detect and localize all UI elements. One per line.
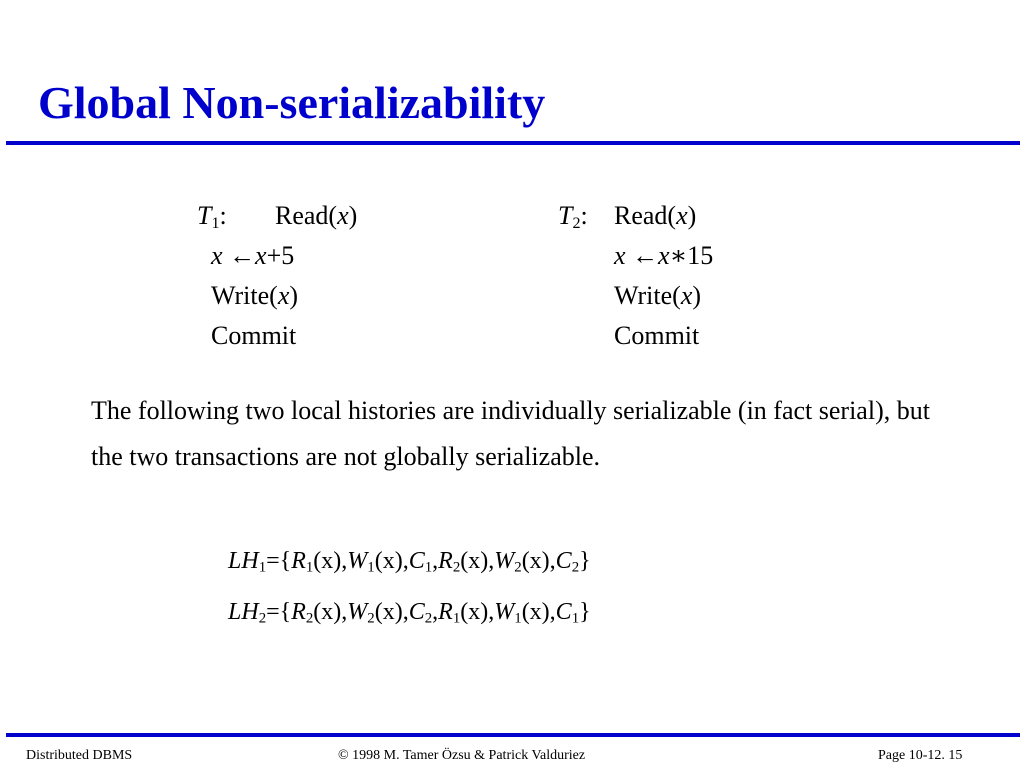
tx-line: [197, 236, 457, 276]
tx-line: [558, 236, 798, 276]
tx-line: [558, 316, 798, 356]
transaction-t2: [558, 196, 798, 356]
transaction-label: $T_1$:: [197, 201, 227, 233]
explanation-paragraph: The following two local histories are individually serializable (in fact serial), but the two transactions are not globally serializable.: [91, 396, 930, 471]
tx-line: [197, 196, 457, 236]
operation-assign: x ←x∗15: [614, 241, 714, 270]
title-rule: [6, 141, 1020, 145]
local-history-1: $LH_1=\{R_1(x),W_1(x),C_1,R_2(x),W_2(x),C_2\}$: [228, 548, 591, 576]
operation-read: Read(x): [614, 201, 697, 230]
footer-page-number: Page 10-12. 15: [878, 748, 963, 763]
transaction-t1: [197, 196, 457, 356]
local-history-2: $LH_2=\{R_2(x),W_2(x),C_2,R_1(x),W_1(x),C_1\}$: [228, 599, 591, 627]
footer-rule: [6, 733, 1020, 737]
operation-commit: Commit: [614, 321, 700, 350]
operation-read: Read(x): [275, 201, 358, 230]
footer-course: Distributed DBMS: [26, 748, 133, 763]
tx-line: [558, 196, 798, 236]
transaction-label: $T_2$:: [558, 201, 588, 233]
footer-copyright: © 1998 M. Tamer Özsu & Patrick Valduriez: [338, 748, 586, 763]
operation-write: Write(x): [211, 281, 299, 310]
tx-line: [558, 276, 798, 316]
operation-write: Write(x): [614, 281, 702, 310]
operation-assign: x ←x+5: [211, 241, 295, 270]
history-name: LH: [228, 548, 259, 574]
operation-commit: Commit: [211, 321, 297, 350]
tx-line: [197, 276, 457, 316]
tx-line: [197, 316, 457, 356]
slide-title: Global Non-serializability: [38, 77, 546, 128]
history-name: LH: [228, 599, 259, 625]
